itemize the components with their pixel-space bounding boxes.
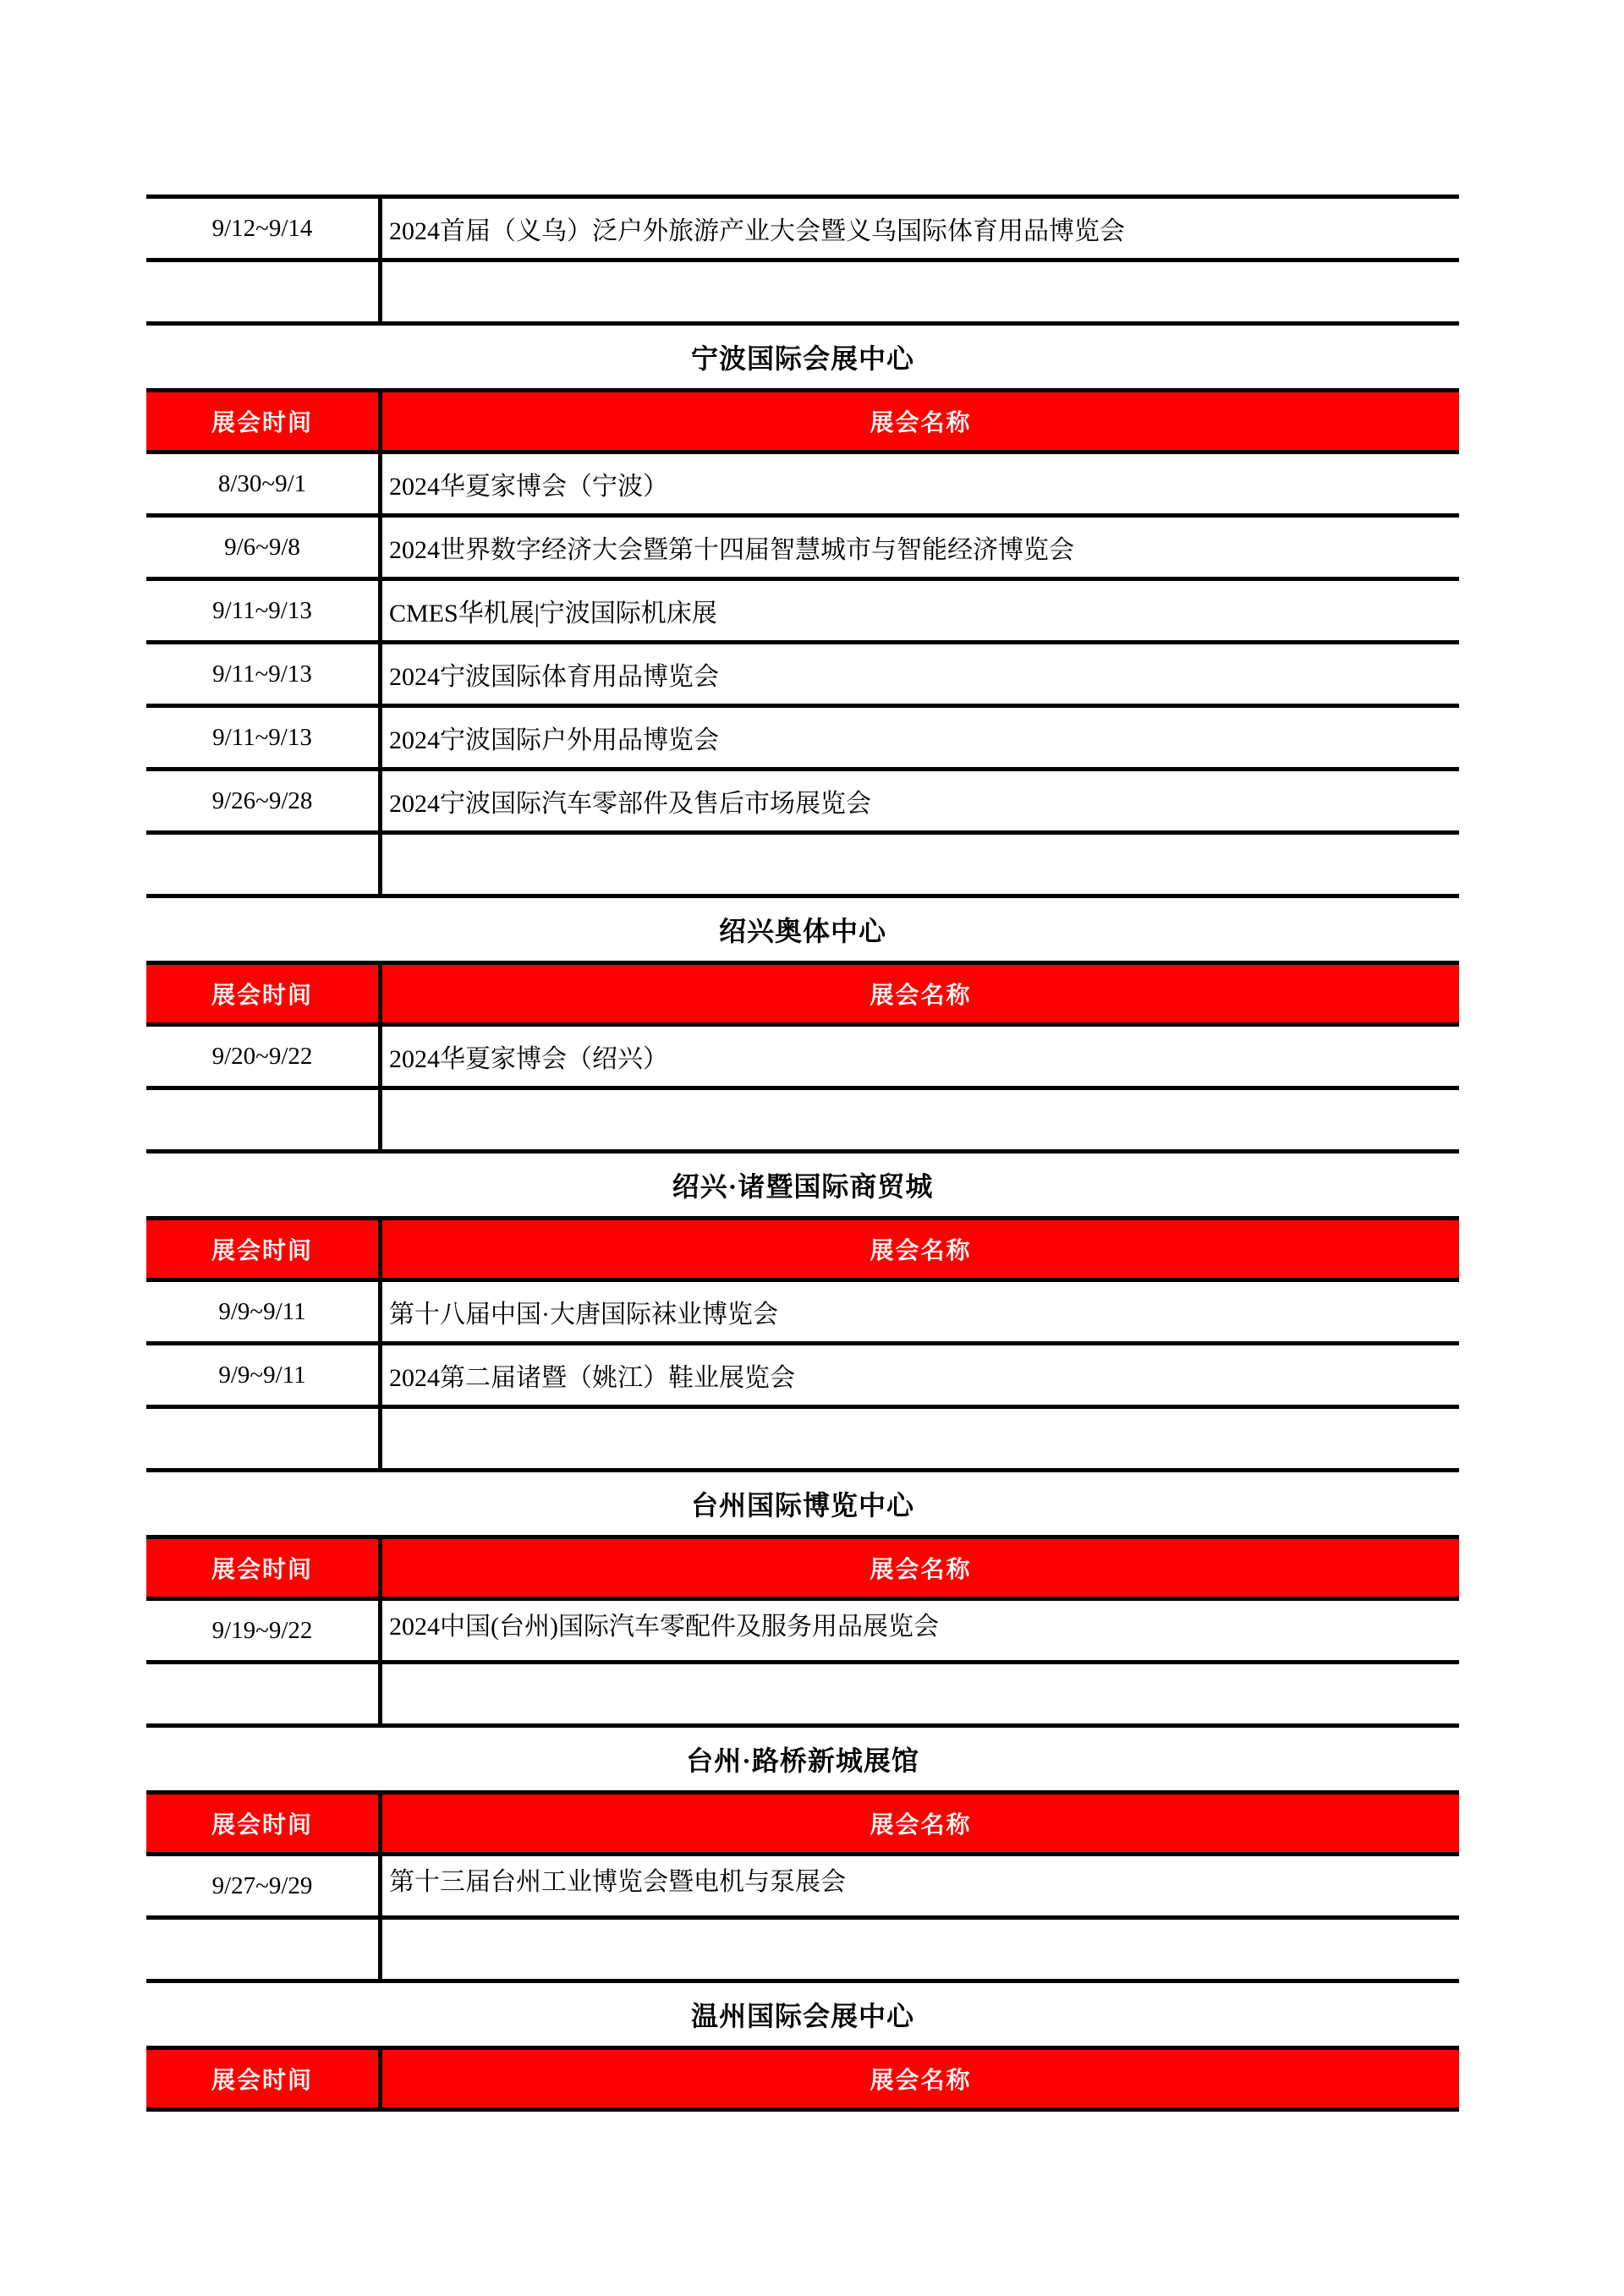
date-cell: 9/6~9/8 [146, 518, 382, 577]
date-header-cell: 展会时间 [146, 965, 382, 1022]
name-cell [382, 835, 1459, 894]
table-row [146, 518, 1459, 581]
empty-row [146, 1409, 1459, 1472]
date-cell [146, 1920, 382, 1979]
venue-title: 台州·路桥新城展馆 [146, 1728, 1459, 1790]
date-cell: 9/9~9/11 [146, 1345, 382, 1405]
table-header-row [146, 392, 1459, 454]
table-row [146, 454, 1459, 518]
date-cell [146, 1664, 382, 1723]
empty-row [146, 835, 1459, 898]
venue-title: 温州国际会展中心 [146, 1983, 1459, 2046]
name-cell: 第十三届台州工业博览会暨电机与泵展会 [389, 1868, 846, 1896]
section-table [146, 388, 1459, 898]
continuation-table [146, 195, 1459, 326]
name-cell: 第十八届中国·大唐国际袜业博览会 [389, 1301, 778, 1329]
name-header-cell: 展会名称 [870, 2067, 972, 2093]
name-header-cell: 展会名称 [870, 982, 972, 1008]
name-cell [382, 1664, 1459, 1723]
table-row [146, 199, 1459, 262]
venue-title: 绍兴·诸暨国际商贸城 [146, 1153, 1459, 1216]
table-row [146, 581, 1459, 644]
date-cell [146, 1409, 382, 1468]
section-table [146, 1535, 1459, 1728]
date-cell: 9/11~9/13 [146, 581, 382, 640]
name-cell [382, 1920, 1459, 1979]
date-cell [146, 262, 382, 321]
name-cell: 2024宁波国际户外用品博览会 [389, 726, 719, 754]
name-header-cell: 展会名称 [870, 1556, 972, 1582]
empty-row [146, 1664, 1459, 1728]
table-row [146, 1345, 1459, 1409]
table-header-row [146, 1795, 1459, 1856]
date-cell: 9/19~9/22 [146, 1601, 382, 1660]
date-header-cell: 展会时间 [146, 1539, 382, 1597]
table-header-row [146, 2050, 1459, 2112]
name-cell: 2024世界数字经济大会暨第十四届智慧城市与智能经济博览会 [389, 536, 1074, 564]
empty-row [146, 262, 1459, 326]
section-table [146, 2046, 1459, 2112]
name-cell: CMES华机展|宁波国际机床展 [389, 600, 717, 627]
name-cell: 2024宁波国际汽车零部件及售后市场展览会 [389, 790, 871, 818]
name-cell: 2024中国(台州)国际汽车零配件及服务用品展览会 [389, 1613, 939, 1641]
table-row [146, 771, 1459, 835]
name-cell: 2024宁波国际体育用品博览会 [389, 663, 719, 691]
section-table [146, 961, 1459, 1153]
date-cell [146, 1090, 382, 1149]
date-header-cell: 展会时间 [146, 1220, 382, 1278]
table-header-row [146, 1220, 1459, 1282]
table-row [146, 708, 1459, 771]
table-row [146, 1856, 1459, 1920]
date-cell: 8/30~9/1 [146, 454, 382, 513]
date-cell: 9/11~9/13 [146, 708, 382, 767]
table-header-row [146, 965, 1459, 1027]
date-cell: 9/20~9/22 [146, 1027, 382, 1086]
date-cell [146, 835, 382, 894]
date-cell: 9/11~9/13 [146, 644, 382, 704]
name-cell [382, 1090, 1459, 1149]
date-cell: 9/9~9/11 [146, 1282, 382, 1341]
date-cell: 9/27~9/29 [146, 1856, 382, 1915]
table-row [146, 1601, 1459, 1664]
venue-title: 台州国际博览中心 [146, 1472, 1459, 1535]
date-cell: 9/26~9/28 [146, 771, 382, 830]
name-header-cell: 展会名称 [870, 409, 972, 436]
empty-row [146, 1920, 1459, 1983]
name-cell: 2024华夏家博会（绍兴） [389, 1045, 668, 1073]
venue-title: 绍兴奥体中心 [146, 898, 1459, 961]
name-cell [382, 262, 1459, 321]
table-row [146, 644, 1459, 708]
date-header-cell: 展会时间 [146, 2050, 382, 2107]
name-cell: 2024第二届诸暨（姚江）鞋业展览会 [389, 1364, 795, 1392]
exhibition-schedule [146, 195, 1459, 2112]
empty-row [146, 1090, 1459, 1153]
venue-title: 宁波国际会展中心 [146, 326, 1459, 388]
table-row [146, 1282, 1459, 1345]
date-header-cell: 展会时间 [146, 392, 382, 450]
name-cell [382, 1409, 1459, 1468]
name-cell: 2024首届（义乌）泛户外旅游产业大会暨义乌国际体育用品博览会 [389, 217, 1125, 245]
name-cell: 2024华夏家博会（宁波） [389, 473, 668, 501]
section-table [146, 1216, 1459, 1472]
date-cell: 9/12~9/14 [146, 199, 382, 258]
name-header-cell: 展会名称 [870, 1237, 972, 1263]
section-table [146, 1790, 1459, 1983]
table-header-row [146, 1539, 1459, 1601]
date-header-cell: 展会时间 [146, 1795, 382, 1852]
name-header-cell: 展会名称 [870, 1811, 972, 1838]
table-row [146, 1027, 1459, 1090]
